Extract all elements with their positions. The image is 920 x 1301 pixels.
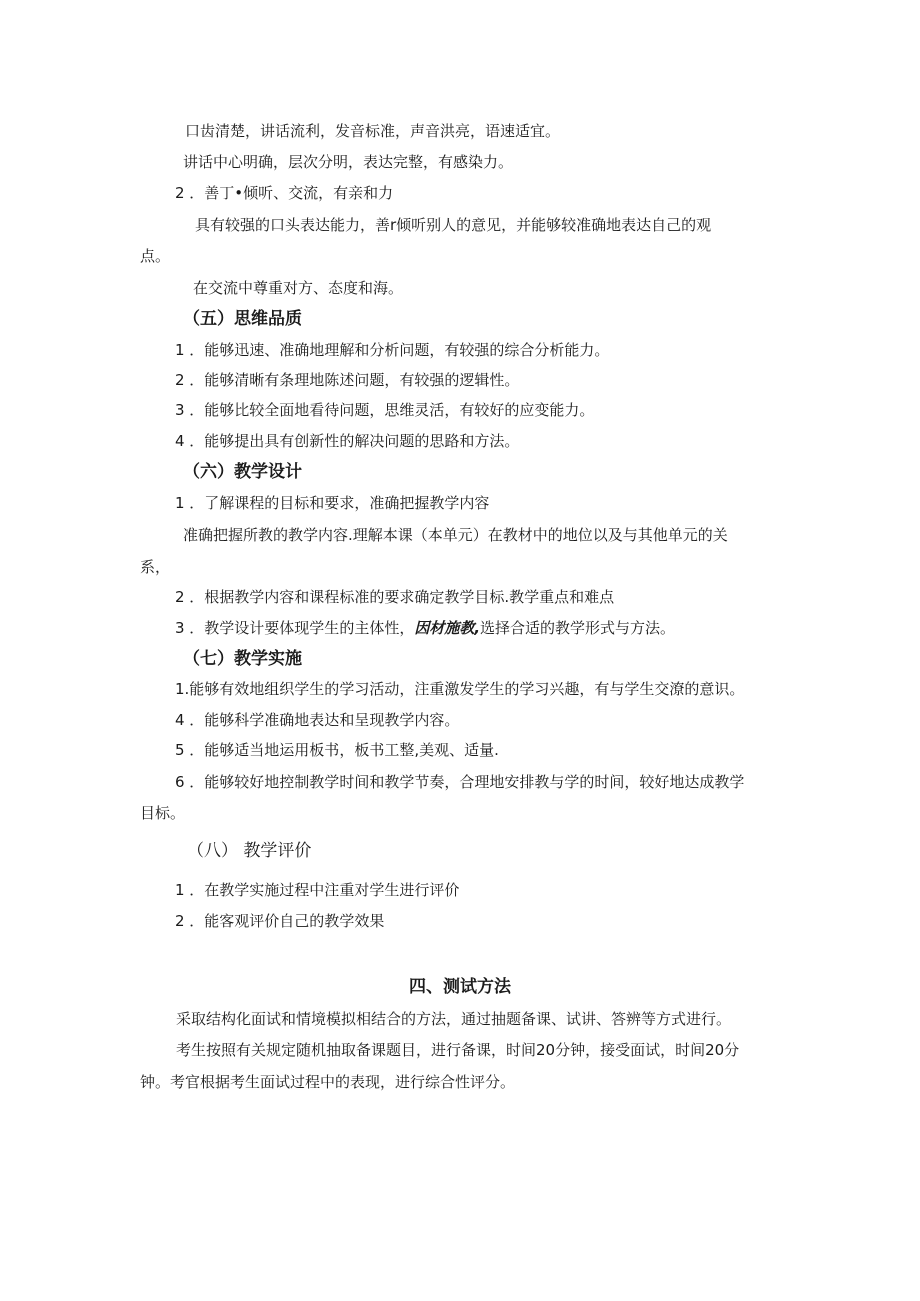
para-line: 在交流中尊重对方、态度和海。 [193,279,404,297]
para-line: 准确把握所教的教学内容.理解本课（本单元）在教材中的地位以及与其他单元的关 [183,526,728,544]
list-item: 2 ．根据教学内容和课程标准的要求确定教学目标.教学重点和难点 [175,588,615,606]
list-item-text: 选择合适的教学形式与方法。 [480,619,676,637]
list-item: 5 ．能够适当地运用板书，板书工整,美观、适量. [175,741,499,759]
list-item: 1 ．在教学实施过程中注重对学生进行评价 [175,881,460,899]
list-item: 2 ．能客观评价自己的教学效果 [175,912,385,930]
chapter-title: 四、测试方法 [409,977,511,997]
list-item: 1 ．能够迅速、准确地理解和分析问题，有较强的综合分析能力。 [175,341,610,359]
list-item-text: 3 ．教学设计要体现学生的主体性， [175,619,415,637]
list-item: 1.能够有效地组织学生的学习活动，注重激发学生的学习兴趣，有与学生交潦的意识。 [175,680,745,698]
para-line: 具有较强的口头表达能力，善r倾听别人的意见，并能够较准确地表达自己的观 [195,216,712,234]
list-item: 2 ．善丁•倾听、交流，有亲和力 [175,184,394,202]
list-item: 6 ．能够较好地控制教学时间和教学节奏，合理地安排教与学的时间，较好地达成教学 [175,773,745,791]
para-line: 采取结构化面试和情境模拟相结合的方法，通过抽题备课、试讲、答辨等方式进行。 [176,1010,732,1028]
para-line: 口齿清楚，讲话流利，发音标准，声音洪亮，语速适宜。 [185,122,561,140]
section-heading-7: （七）教学实施 [183,649,302,669]
list-item: 1 ．了解课程的目标和要求，准确把握教学内容 [175,494,490,512]
list-item: 2 ．能够清晰有条理地陈述问题，有较强的逻辑性。 [175,371,520,389]
para-line: 讲话中心明确，层次分明，表达完整，有感染力。 [183,153,514,171]
list-item: 3 ．能够比较全面地看待问题，思维灵活，有较好的应变能力。 [175,401,595,419]
para-line: 目标。 [140,804,186,822]
list-item: 4 ．能够提出具有创新性的解决问题的思路和方法。 [175,432,520,450]
section-heading-8: （八） 教学评价 [187,841,312,861]
list-item: 4 ．能够科学准确地表达和呈现教学内容。 [175,711,460,729]
section-heading-5: （五）思维品质 [183,309,302,329]
emphasis-text: 因材施教, [414,619,481,637]
para-line: 系， [140,558,171,576]
para-line: 考生按照有关规定随机抽取备课题目，进行备课，时间20分钟，接受面试，时间20分 [176,1041,740,1059]
list-item [175,618,675,638]
para-line: 钟。考官根据考生面试过程中的表现，进行综合性评分。 [140,1073,516,1091]
section-heading-6: （六）教学设计 [183,462,302,482]
para-line: 点。 [140,247,171,265]
